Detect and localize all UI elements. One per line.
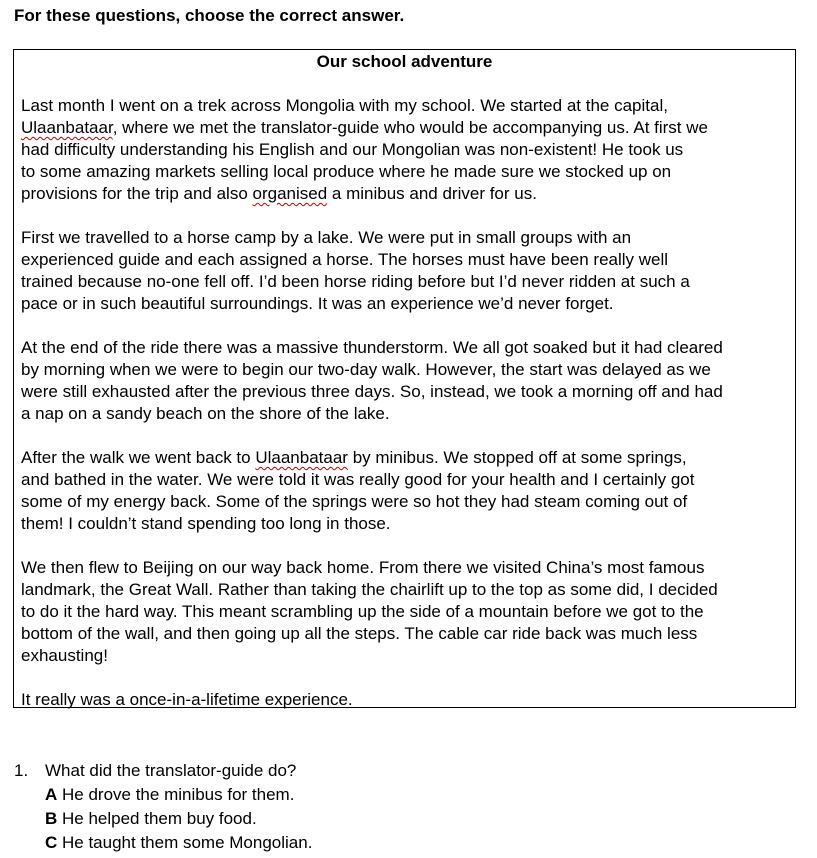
story-line (21, 381, 723, 403)
text-run: and bathed in the water. We were told it was really good for your health and I certainly got (21, 470, 695, 489)
option-letter: C (45, 833, 58, 852)
option-letter: B (45, 809, 58, 828)
story-line (21, 601, 704, 623)
option-text: He drove the minibus for them. (57, 785, 295, 804)
story-line (21, 557, 704, 579)
story-line (21, 689, 353, 711)
story-line (21, 403, 390, 425)
text-run: First we travelled to a horse camp by a lake. We were put in small groups with an (21, 228, 632, 247)
story-line (21, 513, 391, 535)
text-run: landmark, the Great Wall. Rather than taking the chairlift up to the top as some did, I decided (21, 580, 718, 599)
question-text: What did the translator-guide do? (45, 761, 297, 780)
story-line (21, 183, 537, 205)
spellcheck-word: Ulaanbataar (21, 118, 113, 137)
text-run: a nap on a sandy beach on the shore of the lake. (21, 404, 390, 423)
text-run: After the walk we went back to (21, 448, 256, 467)
option-text: He helped them buy food. (57, 809, 257, 828)
text-run: bottom of the wall, and then going up all the steps. The cable car ride back was much less (21, 624, 698, 643)
text-run: a minibus and driver for us. (327, 184, 537, 203)
story-line (21, 623, 697, 645)
text-run: to do it the hard way. This meant scrambling up the side of a mountain before we got to the (21, 602, 704, 621)
story-line (21, 579, 718, 601)
text-run: some of my energy back. Some of the springs were so hot they had steam coming out of (21, 492, 688, 511)
text-run: had difficulty understanding his English and our Mongolian was non-existent! He took us (21, 140, 684, 159)
spellcheck-word: organised (252, 184, 328, 203)
story-line (21, 469, 694, 491)
story-line (21, 447, 687, 469)
story-line (21, 117, 708, 139)
text-run: Last month I went on a trek across Mongolia with my school. We started at the capital, (21, 96, 668, 115)
text-run: were still exhausted after the previous three days. So, instead, we took a morning off and had (21, 382, 723, 401)
story-line (21, 645, 108, 667)
story-title: Our school adventure (316, 52, 493, 71)
text-run: them! I couldn’t stand spending too long in those. (21, 514, 391, 533)
story-line (21, 293, 614, 315)
story-line (21, 139, 683, 161)
text-run: pace or in such beautiful surroundings. It was an experience we’d never forget. (21, 294, 614, 313)
story-line (21, 249, 668, 271)
story-line (21, 337, 723, 359)
story-line (21, 227, 631, 249)
text-run: experienced guide and each assigned a horse. The horses must have been really well (21, 250, 669, 269)
story-box (13, 49, 796, 708)
story-line (21, 359, 711, 381)
text-run: by morning when we were to begin our two-day walk. However, the start was delayed as we (21, 360, 711, 379)
story-line (21, 271, 690, 293)
text-run: exhausting! (21, 646, 108, 665)
text-run: , where we met the translator-guide who would be accompanying us. At first we (112, 118, 708, 137)
story-line (21, 161, 671, 183)
text-run: It really was a once-in-a-lifetime experience. (21, 690, 353, 709)
text-run: provisions for the trip and also (21, 184, 253, 203)
text-run: trained because no-one fell off. I’d been horse riding before but I’d never ridden at such a (21, 272, 690, 291)
option-text: He taught them some Mongolian. (57, 833, 313, 852)
question-number: 1. (14, 761, 29, 780)
text-run: by minibus. We stopped off at some springs, (347, 448, 687, 467)
instruction-heading: For these questions, choose the correct answer. (14, 6, 405, 25)
spellcheck-word: Ulaanbataar (255, 448, 348, 467)
option-letter: A (45, 785, 58, 804)
text-run: to some amazing markets selling local produce where he made sure we stocked up on (21, 162, 672, 181)
text-run: We then flew to Beijing on our way back home. From there we visited China’s most famous (21, 558, 705, 577)
text-run: At the end of the ride there was a massive thunderstorm. We all got soaked but it had cleared (21, 338, 723, 357)
story-line (21, 95, 668, 117)
story-line (21, 491, 687, 513)
